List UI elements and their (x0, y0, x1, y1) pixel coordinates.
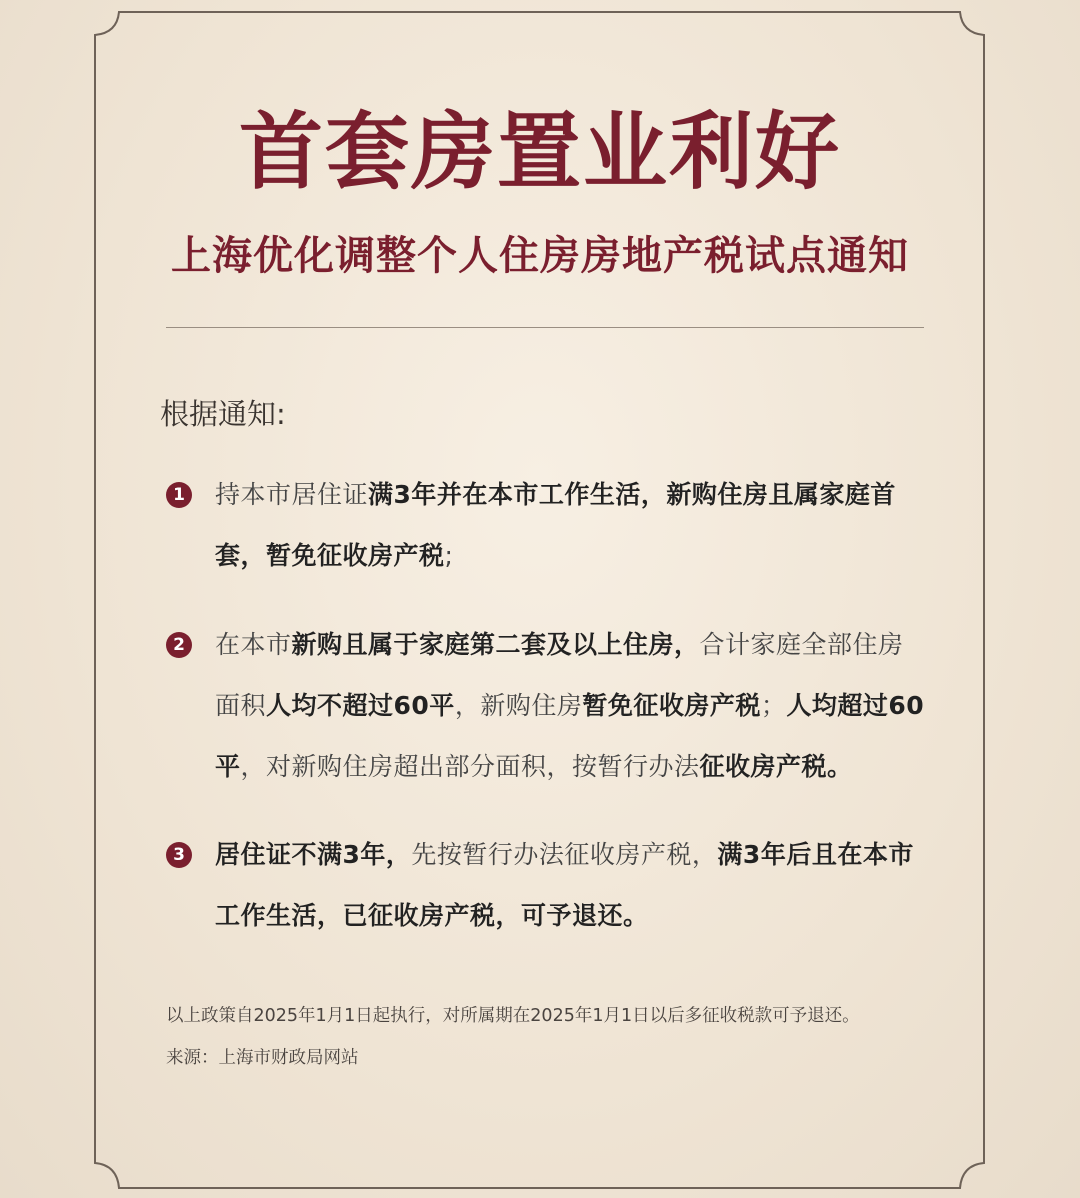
intro-text: 根据通知: (160, 397, 286, 431)
text-segment: 持本市居住证 (215, 480, 369, 509)
text-segment: ; (444, 541, 454, 570)
policy-text (215, 824, 927, 946)
text-segment-bold: 征收房产税。 (699, 752, 853, 781)
text-segment: 先按暂行办法征收房产税， (411, 840, 718, 869)
text-segment-bold: 居住证不满3年， (215, 840, 412, 869)
source-line: 来源：上海市财政局网站 (166, 1048, 359, 1068)
text-segment-bold: 满3年后且在本市工作生活，已征收房产税，可予退还。 (215, 840, 914, 930)
text-segment-bold: 人均不超过60平 (266, 691, 455, 720)
text-segment-bold: 满3年并在本市工作生活，新购住房且属家庭首套，暂免征收房产税 (215, 480, 896, 570)
text-segment: ，对新购住房超出部分面积，按暂行办法 (240, 752, 700, 781)
policy-text (215, 614, 927, 797)
policy-note: 以上政策自2025年1月1日起执行，对所属期在2025年1月1日以后多征收税款可予退还。 (166, 1006, 860, 1026)
number-badge: 1 (166, 482, 192, 508)
number-badge: 2 (166, 632, 192, 658)
page-title: 首套房置业利好 (238, 102, 841, 201)
text-segment: ，新购住房 (454, 691, 583, 720)
text-segment: ； (760, 691, 787, 720)
text-segment-bold: 人均超过60平 (215, 691, 925, 781)
divider (166, 327, 924, 328)
page-subtitle: 上海优化调整个人住房房地产税试点通知 (171, 232, 909, 279)
text-segment: 合计家庭全部住房面积 (215, 630, 904, 720)
text-segment-bold: 新购且属于家庭第二套及以上住房， (291, 630, 700, 659)
policy-text (215, 464, 927, 586)
number-badge: 3 (166, 842, 192, 868)
text-segment-bold: 暂免征收房产税 (582, 691, 761, 720)
text-segment: 在本市 (215, 630, 292, 659)
